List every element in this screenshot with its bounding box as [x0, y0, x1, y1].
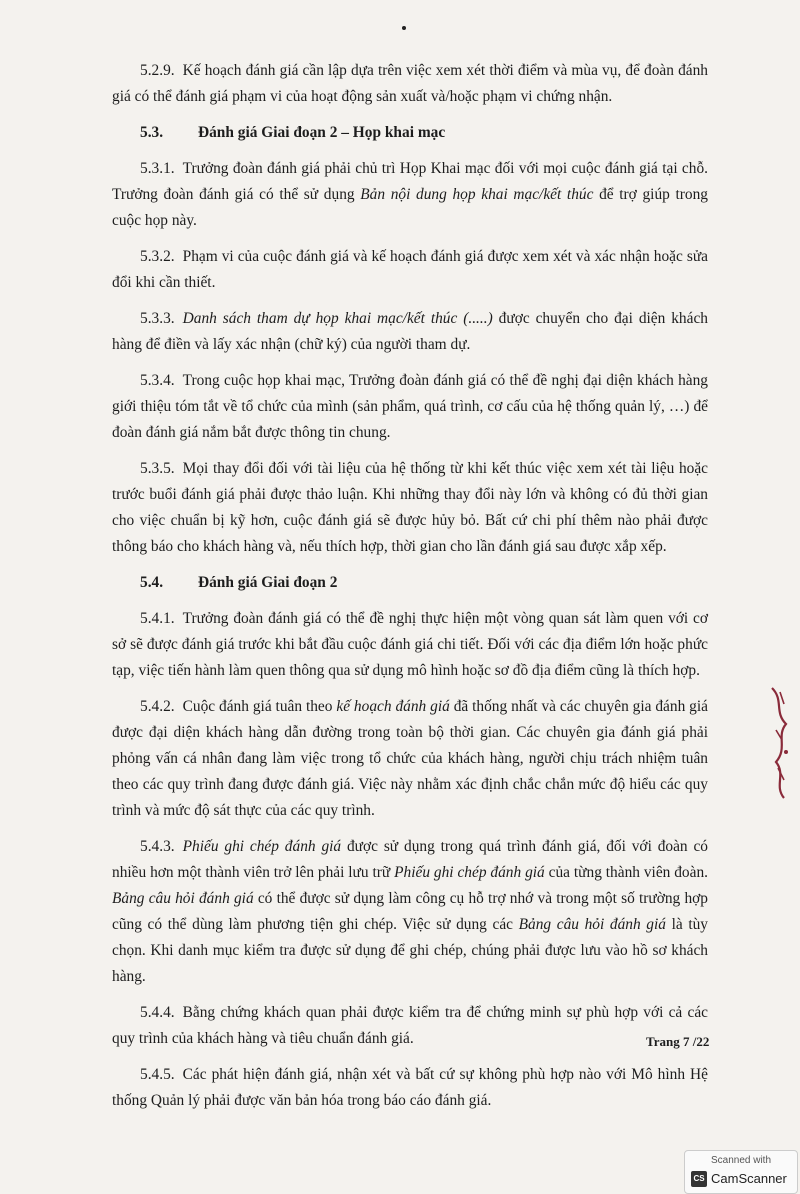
- margin-seal-mark: [766, 682, 794, 802]
- paragraph-5-4-1: 5.4.1. Trưởng đoàn đánh giá có thể đề nghị thực hiện một vòng quan sát làm quen với cơ sở sẽ được đánh giá trước khi bắt đầu cuộc đánh giá chi tiết. Đối với các địa điểm lớn hoặc phức tạp, việc tiến hành làm quen thông qua sử dụng mô hình hoặc sơ đồ địa điểm cũng là thích hợp.: [112, 610, 708, 679]
- page-number: Trang 7 /22: [646, 1034, 710, 1049]
- paragraph-5-3-2: 5.3.2. Phạm vi của cuộc đánh giá và kế hoạch đánh giá được xem xét và xác nhận hoặc sửa đổi khi cần thiết.: [112, 248, 708, 291]
- paragraph-5-3-3: 5.3.3. Danh sách tham dự họp khai mạc/kết thúc (.....) được chuyển cho đại diện khách hàng để điền và lấy xác nhận (chữ ký) của người tham dự.: [112, 310, 708, 353]
- camscanner-icon: CS: [691, 1171, 707, 1187]
- paragraph-5-4-5: 5.4.5. Các phát hiện đánh giá, nhận xét và bất cứ sự không phù hợp nào với Mô hình Hệ thống Quản lý phải được văn bản hóa trong báo cáo đánh giá.: [112, 1066, 708, 1109]
- paragraph-5-3-1: 5.3.1. Trưởng đoàn đánh giá phải chủ trì Họp Khai mạc đối với mọi cuộc đánh giá tại chỗ. Trưởng đoàn đánh giá có thể sử dụng Bản nội dung họp khai mạc/kết thúc để trợ giúp trong cuộc họp này.: [112, 160, 708, 229]
- document-body: [112, 58, 708, 1124]
- camscanner-watermark: Scanned with CS CamScanner: [684, 1150, 798, 1194]
- scan-dot: [402, 26, 406, 30]
- paragraph-5-4-4: 5.4.4. Bằng chứng khách quan phải được kiểm tra để chứng minh sự phù hợp với cả các quy trình của khách hàng và tiêu chuẩn đánh giá.: [112, 1004, 708, 1047]
- paragraph-5-3-5: 5.3.5. Mọi thay đổi đối với tài liệu của hệ thống từ khi kết thúc việc xem xét tài liệu hoặc trước buổi đánh giá phải được thảo luận. Khi những thay đổi này lớn và không có đủ thời gian cho việc chuẩn bị kỹ hơn, cuộc đánh giá sẽ được hủy bỏ. Bất cứ chi phí thêm nào phải được thông báo cho khách hàng và, nếu thích hợp, thời gian cho lần đánh giá sau được xắp xếp.: [112, 460, 708, 555]
- paragraph-5-4-2: 5.4.2. Cuộc đánh giá tuân theo kế hoạch đánh giá đã thống nhất và các chuyên gia đánh giá được đại diện khách hàng dẫn đường trong toàn bộ thời gian. Các chuyên gia đánh giá phải phỏng vấn cá nhân đang làm việc trong tổ chức của khách hàng, người chịu trách nhiệm tuân theo các quy trình đang được đánh giá. Việc này nhằm xác định chắc chắn mức độ hiểu các quy trình và mức độ sát thực của các quy trình.: [112, 698, 708, 819]
- paragraph-5-2-9: 5.2.9. Kế hoạch đánh giá cần lập dựa trên việc xem xét thời điểm và mùa vụ, để đoàn đánh giá có thể đánh giá phạm vi của hoạt động sản xuất và/hoặc phạm vi chứng nhận.: [112, 62, 708, 105]
- paragraph-5-4-3: 5.4.3. Phiếu ghi chép đánh giá được sử dụng trong quá trình đánh giá, đối với đoàn có nhiều hơn một thành viên trở lên phải lưu trữ Phiếu ghi chép đánh giá của từng thành viên đoàn. Bảng câu hỏi đánh giá có thể được sử dụng làm công cụ hỗ trợ nhớ và trong một số trường hợp cũng có thể dùng làm phương tiện ghi chép. Việc sử dụng các Bảng câu hỏi đánh giá là tùy chọn. Khi danh mục kiểm tra được sử dụng để ghi chép, chúng phải được lưu vào hồ sơ khách hàng.: [112, 838, 709, 985]
- paragraph-5-3-4: 5.3.4. Trong cuộc họp khai mạc, Trưởng đoàn đánh giá có thể đề nghị đại diện khách hàng giới thiệu tóm tắt về tổ chức của mình (sản phẩm, quá trình, cơ cấu của hệ thống quản lý, …) để đoàn đánh giá nắm bắt được thông tin chung.: [112, 372, 708, 441]
- heading-5-4: 5.4. Đánh giá Giai đoạn 2: [140, 574, 338, 591]
- heading-5-3: 5.3. Đánh giá Giai đoạn 2 – Họp khai mạc: [140, 124, 446, 141]
